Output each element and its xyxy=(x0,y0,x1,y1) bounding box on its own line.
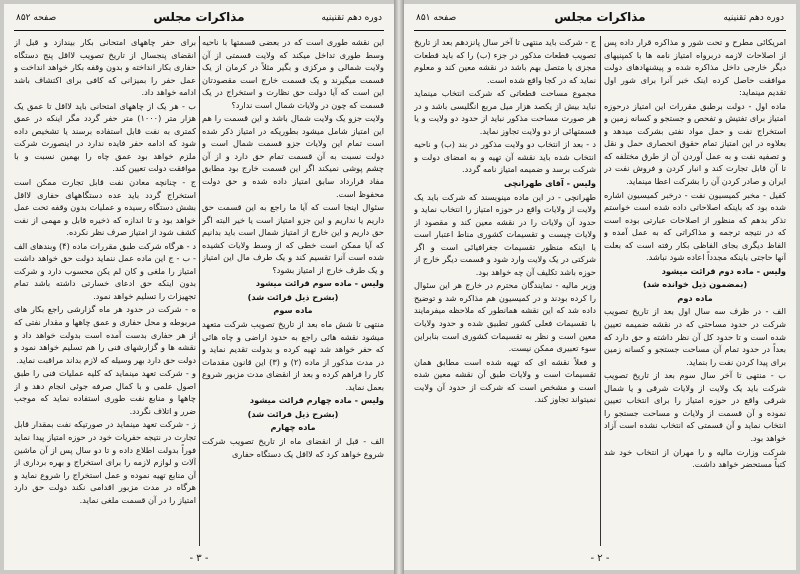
reading-note: (بشرح ذیل قرائت شد) xyxy=(247,408,339,419)
left-header-issue: دوره دهم تقنینیه xyxy=(321,13,382,23)
right-page-right-column xyxy=(604,36,786,548)
paragraph: و فعلاً نقشه ای که تهیه شده است مطابق همان تقسیمات است و ولایات طبق آن نقشه معین شده است و مشخص است که شرکت از حدود آن ولایت نمیتواند تجاوز کند. xyxy=(414,356,596,405)
paragraph: الف - در ظرف سه سال اول بعد از تاریخ تصویب شرکت در حدود مساحتی که در نقشه ضمیمه تعیین شده است و تا حدود کل آن نظر داشته و حق دارد که بعداً در حدود تمام آن مساحت جستجو و کسانه زمین برای پیدا کردن نفت را بنماید. xyxy=(604,306,786,367)
speaker-line: ولیس - ماده چهارم قرائت میشود xyxy=(249,395,384,406)
left-page-right-column xyxy=(202,36,384,548)
paragraph: وزیر مالیه - نمایندگان محترم در خارج هر این سئوال را کرده بودند و در کمیسیون هم مذاکره شد و توضیح داده شد که این نقشه همانطور که ملاحظه میفرمایند با تقسیمات فعلی کشور تطبیق شده و حدود ولایات معین است و نظر به تقسیمات کشوری است بنابراین سوء تعبیری ممکن نیست. xyxy=(414,280,596,354)
paragraph: الف - قبل از انقضای ماه از تاریخ تصویب شرکت شروع خواهد کرد که لااقل یک دستگاه حفاری xyxy=(202,435,384,459)
paragraph: ماده اول - دولت برطبق مقررات این امتیاز درحوزه امتیاز برای تفتیش و تفحص و جستجو و کسانه زمین و استخراج نفت و حمل مواد نفتی بشرکت میدهد و بعلاوه در این امتیاز تمام حقوق انحصاری حمل و نقل و تصفیه نفت و به عمل آوردن آن از طرق مختلفه که تا آن قابل تجارت کند و انبار کردن و فروش نفت در ایران و صادر کردن آن را بشرکت اعطا مینماید. xyxy=(604,100,786,187)
left-page-folio: - ۳ - xyxy=(189,553,209,564)
right-page-folio: - ۲ - xyxy=(590,553,610,564)
reading-note: (بشرح ذیل قرائت شد) xyxy=(247,291,339,302)
paragraph: ج - چنانچه معادن نفت قابل تجارت ممکن است استخراج گردد باید عده دستگاههای حفاری لااقل بشش دستگاه رسیده و عملیات بدون وقفه تحت عمل خواهد بود و تا اندازه که ذخیره قابل و مهمی از نفت کشف شود از امتیاز صرف نظر نکرده. xyxy=(14,177,196,238)
right-column-divider xyxy=(600,36,601,546)
paragraph: طهرانچی - در این ماده مینویسند که شرکت باید یک ولایت از ولایات واقع در حوزه امتیاز را انتخاب نماید و حدود آن ولایات را در نقشه معین کند و مقصود از ولایات چیست و تقسیمات کشوری مناط اعتبار است یا اینکه منظور تقسیمات جغرافیائی است و اگر شرکتی در یک ولایت وارد شود و قسمت دیگر خارج از حوزه باشد تکلیف آن چه خواهد بود. xyxy=(414,191,596,277)
paragraph: ب - هر یک از چاههای امتحانی باید لااقل تا عمق یک هزار متر (۱۰۰۰) متر حفر گردد مگر اینکه در عمق کمتری به نفت قابل استفاده برسند یا تشخیص داده شود که ادامه حفر فایده ندارد در اینصورت شرکت ملزم خواهد بود عمق چاه را بهمین نسبت و با موافقت دولت تعیین کند. xyxy=(14,100,196,174)
right-header-title: مذاکرات مجلس xyxy=(554,10,646,24)
paragraph: ج - شرکت باید منتهی تا آخر سال پانزدهم بعد از تاریخ تصویب قطعات مذکور در جزء (ب) را که باید قطعات مجزی یا متصل بهم باشد در نقشه معین کند و معلوم نماید که در کجا واقع شده است. xyxy=(414,37,596,85)
reading-note: (بمضمون ذیل خوانده شد) xyxy=(642,279,748,290)
article-heading: ماده سوم xyxy=(273,305,313,316)
paragraph: د - بعد از انتخاب دو ولایت مذکور در بند (ب) و ناحیه انتخاب شده باید نقشه آن تهیه و به امضای دولت و شرکت برسد و ضمیمه امتیاز نامه گردد. xyxy=(414,139,596,175)
right-header-issue: دوره دهم تقنینیه xyxy=(723,13,784,23)
left-header-page-number: صفحه ۸۵۲ xyxy=(16,13,57,23)
left-page-header xyxy=(16,10,382,26)
right-header-rule xyxy=(414,30,786,31)
speaker-line: ولیس - آقای طهرانچی xyxy=(503,178,596,189)
paragraph: منتهی تا شش ماه بعد از تاریخ تصویب شرکت متعهد میشود نقشه هائی راجع به حدود اراضی و چاه هائی که حفر خواهد شد تهیه کرده و بدولت تقدیم نماید و در مدت مذکور از ماده (۲) و (۳) این قانون مقدمات کار را فراهم کرده و بعد از انقضای مدت مزبور شروع بعمل نماید. xyxy=(202,319,384,392)
speaker-line: ولیس - ماده سوم قرائت میشود xyxy=(255,278,384,289)
paragraph: شرکت وزارت مالیه و را مهران از انتخاب خود شد کتباً مستحضر خواهد داشت. xyxy=(604,446,786,470)
paragraph: برای حفر چاههای امتحانی بکار بیندازد و قبل از انقضای پنجسال از تاریخ تصویب لااقل پنج دستگاه حفاری بکار انداخته و بدون وقفه بکار خواهد انداخت و عمل حفر را بمیزانی که کافی برای اکتشاف باشد ادامه خواهد داد. xyxy=(14,37,196,98)
article-heading: ماده چهارم xyxy=(270,422,316,433)
paragraph: کفیل - مخبر کمیسیون نفت - درخبر کمیسیون اشاره شده بود که باینکه اصلاحاتی داده شده است خواستم تذکر بدهم که منظور از اصلاحات عبارتی بوده است که در نتیجه ترجمه و مذاکراتی که به عمل آمده و الفاظ دیگری بجای الفاظی بکار رفته است که بعلت آنها حاجتی باینکه مجدداً اعاده شود نباشد. xyxy=(604,189,786,263)
right-header-page-number: صفحه ۸۵۱ xyxy=(416,13,457,23)
paragraph: سئوال اینجا است که آیا ما راجع به این قسمت حق داریم یا نداریم و این جزو امتیاز است یا خیر البته اگر حق داریم و این خارج از امتیاز شمال است باید بدانیم که آیا ممکن است خطی که از وسط ولایات کشیده شده است آنرا تقسیم کند و یک طرف مال این امتیاز و یک طرف خارج از امتیاز بشود؟ xyxy=(202,202,384,275)
paragraph: د - هرگاه شرکت طبق مقررات ماده (۴) وبندهای الف - ب - ج این ماده عمل ننماید دولت حق خواهد داشت امتیاز را ملغی و کان لم یکن محسوب دارد و شرکت بدون اینکه حق ادعای خسارتی داشته باشد تمام تجهیزات را تسلیم خواهد نمود. xyxy=(14,240,196,301)
speaker-line: ولیس - ماده دوم قرائت میشود xyxy=(661,265,786,276)
paragraph: و - شرکت تعهد مینماید که کلیه عملیات فنی را طبق اصول علمی و با کمال صرفه جوئی انجام دهد و از چاهها و منابع نفت طوری استفاده نماید که موجب ضرر و اتلاف نگردد. xyxy=(14,368,196,416)
right-page-left-column xyxy=(414,36,596,548)
paragraph: ب - منتهی تا آخر سال سوم بعد از تاریخ تصویب شرکت باید یک ولایت از ولایات شرقی و یا شمال شرقی واقع در حوزه امتیاز را برای انتخاب تعیین نموده و آن قسمت از ولایات و مساحت جستجو را انتخاب نماید و آن قسمتی که انتخاب نشده است آزاد خواهد بود. xyxy=(604,370,786,443)
left-column-divider xyxy=(199,36,200,546)
paragraph: مجموع مساحت قطعاتی که شرکت انتخاب مینماید نباید بیش از یکصد هزار میل مربع انگلیسی باشد و در هر صورت مساحت مذکور نباید از حدود دو ولایت و یا قسمتهائی از دو ولایت تجاوز نماید. xyxy=(414,88,596,136)
book-gutter xyxy=(394,0,404,574)
paragraph: ز - شرکت تعهد مینماید در صورتیکه نفت بمقدار قابل تجارت در نتیجه حفریات خود در حوزه امتیاز پیدا نماید فوراً بدولت اطلاع داده و تا دو سال پس از آن ماشین آلات و لوازم لازمه را برای استخراج و بهره برداری از آن منابع تهیه نموده و عمل استخراج را شروع نماید و هرگاه در مدت مزبور اقدامی نکند دولت حق دارد امتیاز را در آن قسمت ملغی نماید. xyxy=(14,419,196,505)
paragraph: ه - شرکت در حدود هر ماه گزارشی راجع بکار های مربوطه و محل حفاری و عمق چاهها و مقدار نفتی که از هر حفاری بدست آمده است بدولت خواهد داد و نقشه ها و گزارشهای فنی را هم تسلیم خواهد نمود و دولت حق دارد بهر وسیله که لازم بداند مراقبت نماید. xyxy=(14,304,196,365)
paragraph: این نقشه طوری است که در بعضی قسمتها با ناحیه وسط طوری تداخل میکند که ولایت قسمتی از آن ولایت شمالی و مرکزی و بگیر مثلاً در کرمان از یک قسمت میگیرند و یک قسمت خارج است مقصودتان این است که آیا دولت حق نظارت و استخراج در یک قسمت که چون در ولایات شمال است ندارد؟ xyxy=(202,37,384,110)
paragraph: ولایت جزو یک ولایت شمال باشد و این قسمت را هم این امتیاز شامل میشود بطوریکه در امتیاز ذکر شده است تمام این ولایات جزو قسمت شمال است و دولت نسبت به آن قسمت تمام حق دارد و از آن چشم پوشی نمیکند اگر این قسمت خارج بود مطابق مفاد قرارداد سابق امتیاز داده شده و حق دولت محفوظ است. xyxy=(202,113,384,199)
paragraph: امریکائی مطرح و تحت شور و مذاکره قرار داده پس از اصلاحات لازمه دربرواه امتیاز نامه ها با کمپنیهای دیگر خارجی داخل مذاکره شده و پیشنهادهای دولت موافقت حاصل کرده اینک خبر آنرا برای شور اول تقدیم مینماید: xyxy=(604,37,786,98)
right-page xyxy=(404,4,796,570)
left-header-title: مذاکرات مجلس xyxy=(153,10,245,24)
left-page xyxy=(4,4,394,570)
article-heading: ماده دوم xyxy=(677,292,713,303)
left-page-left-column xyxy=(14,36,196,548)
right-page-header xyxy=(416,10,784,26)
left-header-rule xyxy=(14,30,384,31)
